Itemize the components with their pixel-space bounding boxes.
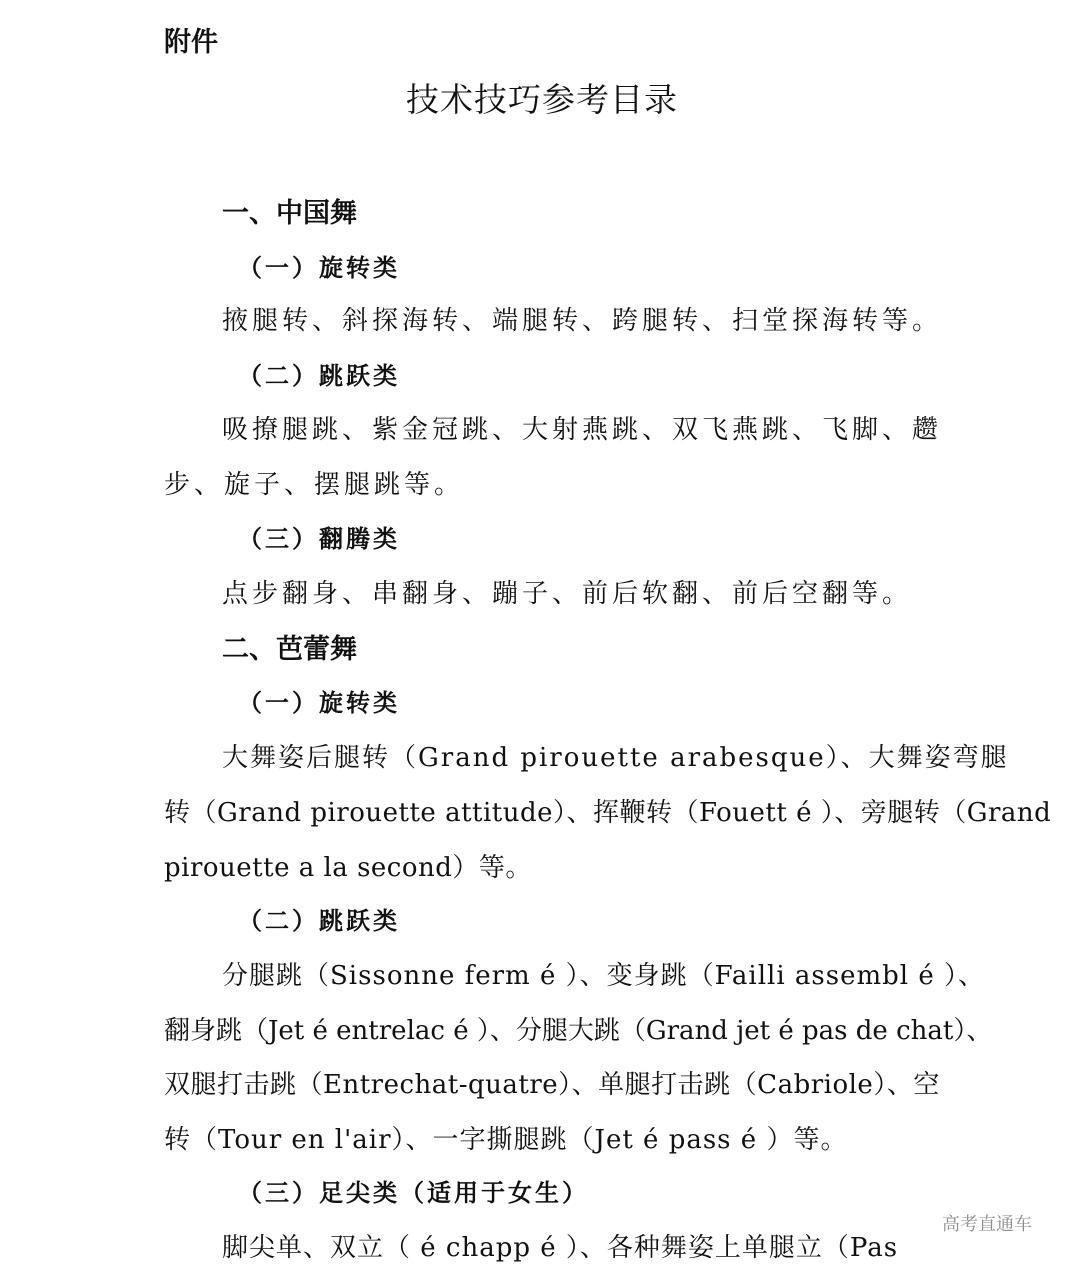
section-heading-ballet: 二、芭蕾舞: [222, 634, 357, 665]
attachment-label: 附件: [164, 27, 218, 58]
paragraph-line: 翻身跳（Jet é entrelac é ）、分腿大跳（Grand jet é pas de chat）、: [164, 1016, 993, 1046]
page-title: 技术技巧参考目录: [406, 80, 678, 119]
paragraph-line: pirouette a la second）等。: [164, 853, 532, 883]
paragraph-line: 脚尖单、双立（ é chapp é ）、各种舞姿上单腿立（Pas: [222, 1233, 899, 1263]
paragraph-line: 吸撩腿跳、紫金冠跳、大射燕跳、双飞燕跳、飞脚、趱: [222, 415, 943, 445]
paragraph-line: 掖腿转、斜探海转、端腿转、跨腿转、扫堂探海转等。: [222, 306, 943, 336]
subsection-heading: （二）跳跃类: [238, 361, 400, 390]
subsection-heading: （三）翻腾类: [238, 524, 400, 553]
subsection-heading: （一）旋转类: [238, 253, 400, 282]
watermark: 高考直通车: [942, 1214, 1032, 1235]
paragraph-line: 步、旋子、摆腿跳等。: [164, 470, 465, 500]
paragraph-line: 双腿打击跳（Entrechat-quatre）、单腿打击跳（Cabriole）、空: [164, 1070, 940, 1100]
subsection-heading: （一）旋转类: [238, 688, 400, 717]
paragraph-line: 分腿跳（Sissonne ferm é ）、变身跳（Failli assembl é ）、: [222, 961, 986, 991]
paragraph-line: 大舞姿后腿转（Grand pirouette arabesque）、大舞姿弯腿: [222, 743, 1009, 773]
paragraph-line: 转（Tour en l'air）、一字撕腿跳（Jet é pass é ）等。: [164, 1125, 848, 1155]
subsection-heading: （二）跳跃类: [238, 906, 400, 935]
section-heading-chinese-dance: 一、中国舞: [222, 198, 357, 229]
subsection-heading: （三）足尖类（适用于女生）: [238, 1178, 589, 1207]
paragraph-line: 点步翻身、串翻身、蹦子、前后软翻、前后空翻等。: [222, 579, 913, 609]
paragraph-line: 转（Grand pirouette attitude）、挥鞭转（Fouett é ）、旁腿转（Grand: [164, 798, 1052, 828]
